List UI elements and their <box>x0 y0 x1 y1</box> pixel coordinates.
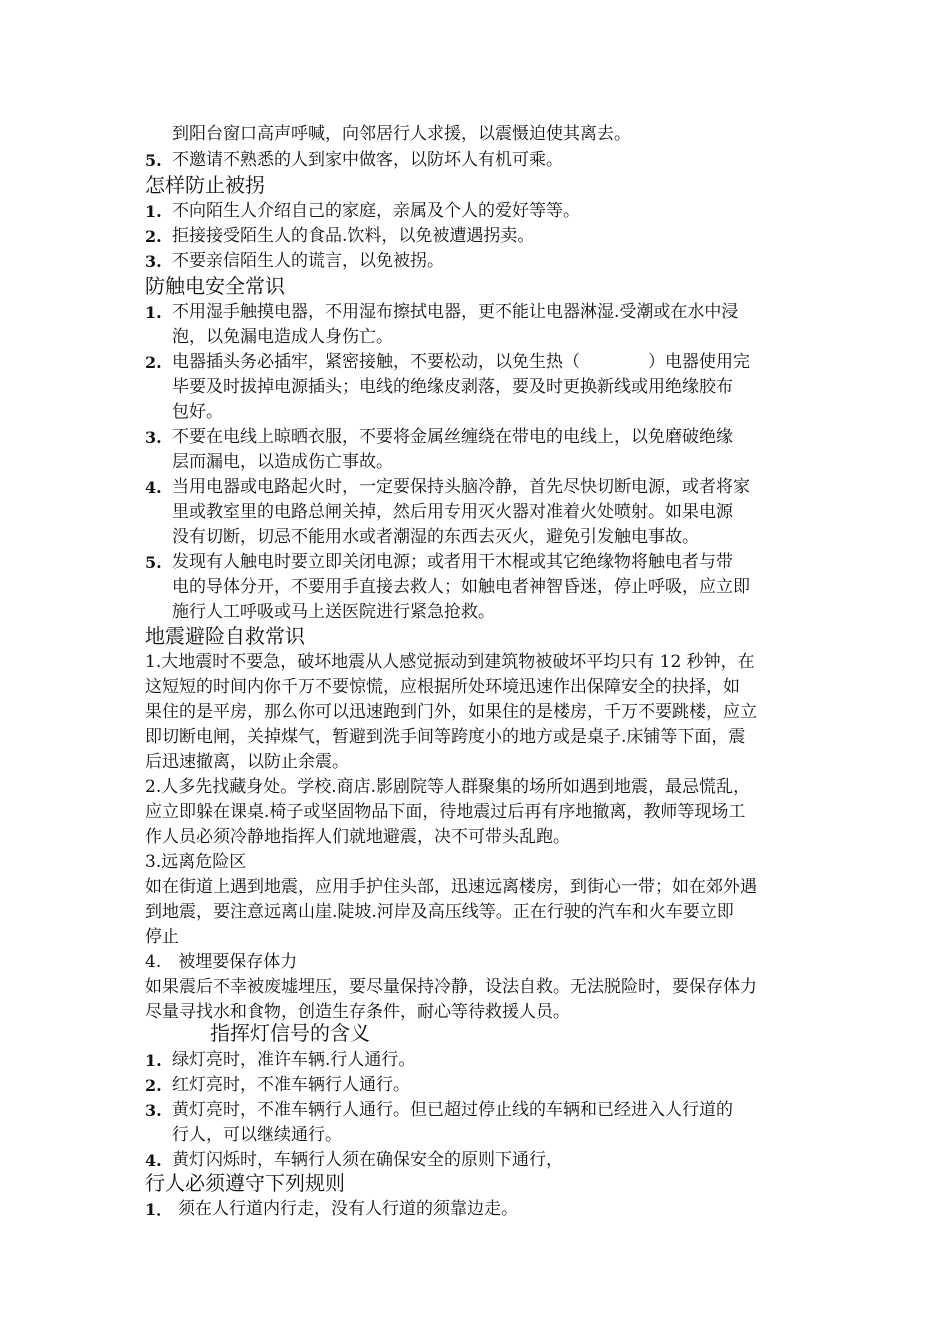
list-number: 1. <box>145 303 162 322</box>
section-heading-electric: 防触电安全常识 <box>145 274 285 298</box>
paragraph-line: 尽量寻找水和食物，创造生存条件，耐心等待救援人员。 <box>145 1002 570 1022</box>
paragraph-line: 作人员必须冷静地指挥人们就地避震，决不可带头乱跑。 <box>145 827 570 847</box>
section-heading-quake: 地震避险自救常识 <box>145 624 305 648</box>
list-item-text: 不邀请不熟悉的人到家中做客，以防坏人有机可乘。 <box>172 150 563 170</box>
subheading-line: 4. 被埋要保存体力 <box>145 952 298 972</box>
list-item-text: 黄灯闪烁时，车辆行人须在确保安全的原则下通行， <box>172 1150 563 1170</box>
list-number: 2. <box>145 353 162 372</box>
list-item-text: 施行人工呼吸或马上送医院进行紧急抢救。 <box>172 602 495 622</box>
list-item-text: 层而漏电，以造成伤亡事故。 <box>172 452 393 472</box>
list-item-text: 泡，以免漏电造成人身伤亡。 <box>172 327 393 347</box>
list-number: 4. <box>145 1151 162 1170</box>
list-item-text: 当用电器或电路起火时，一定要保持头脑冷静，首先尽快切断电源，或者将家 <box>172 477 750 497</box>
list-item-text: 发现有人触电时要立即关闭电源；或者用干木棍或其它绝缘物将触电者与带 <box>172 552 733 572</box>
list-item-text: 红灯亮时，不准车辆行人通行。 <box>172 1075 410 1095</box>
list-number: 2. <box>145 1076 162 1095</box>
list-number: 1. <box>145 1051 162 1070</box>
paragraph-line: 停止 <box>145 927 179 947</box>
subheading-line: 3.远离危险区 <box>145 852 247 872</box>
paragraph-line: 到地震，要注意远离山崖.陡坡.河岸及高压线等。正在行驶的汽车和火车要立即 <box>145 902 734 922</box>
list-item-text: 绿灯亮时，准许车辆.行人通行。 <box>172 1050 416 1070</box>
section-heading-pedestrian: 行人必须遵守下列规则 <box>145 1171 345 1195</box>
list-item-text: 不要在电线上晾晒衣服，不要将金属丝缠绕在带电的电线上，以免磨破绝缘 <box>172 427 733 447</box>
paragraph-line: 2.人多先找藏身处。学校.商店.影剧院等人群聚集的场所如遇到地震，最忌慌乱， <box>145 777 751 797</box>
list-item-text: 不向陌生人介绍自己的家庭，亲属及个人的爱好等等。 <box>172 201 580 221</box>
list-item-text: 包好。 <box>172 402 223 422</box>
list-item-text: 电的导体分开，不要用手直接去救人；如触电者神智昏迷，停止呼吸，应立即 <box>172 577 750 597</box>
list-item-text: 电器插头务必插牢，紧密接触，不要松动，以免生热（ ）电器使用完 <box>172 352 750 372</box>
list-number: 4. <box>145 478 162 497</box>
section-heading-signal: 指挥灯信号的含义 <box>210 1021 370 1045</box>
list-number: 2. <box>145 227 162 246</box>
paragraph-line: 这短短的时间内你千万不要惊慌，应根据所处环境迅速作出保障安全的抉择，如 <box>145 677 740 697</box>
list-number: 1. <box>145 202 162 221</box>
list-number: 3. <box>145 252 162 271</box>
paragraph-line: 应立即躲在课桌.椅子或坚固物品下面，待地震过后再有序地撤离，教师等现场工 <box>145 802 746 822</box>
list-number: 5. <box>145 151 162 170</box>
paragraph-line: 如果震后不幸被废墟埋压，要尽量保持冷静，设法自救。无法脱险时，要保存体力 <box>145 977 757 997</box>
list-item-text: 须在人行道内行走，没有人行道的须靠边走。 <box>178 1199 518 1219</box>
paragraph-line: 如在街道上遇到地震，应用手护住头部，迅速远离楼房，到街心一带；如在郊外遇 <box>145 877 757 897</box>
section-heading-kidnap: 怎样防止被拐 <box>145 173 265 197</box>
list-number: 3. <box>145 428 162 447</box>
list-item-text: 行人，可以继续通行。 <box>172 1125 342 1145</box>
paragraph-line: 后迅速撤离，以防止余震。 <box>145 752 349 772</box>
list-item-text: 黄灯亮时，不准车辆行人通行。但已超过停止线的车辆和已经进入人行道的 <box>172 1100 733 1120</box>
list-item-text: 里或教室里的电路总闸关掉，然后用专用灭火器对准着火处喷射。如果电源 <box>172 502 733 522</box>
paragraph-line: 果住的是平房，那么你可以迅速跑到门外，如果住的是楼房，千万不要跳楼，应立 <box>145 702 757 722</box>
paragraph-line: 即切断电闸，关掉煤气，暂避到洗手间等跨度小的地方或是桌子.床铺等下面，震 <box>145 727 746 747</box>
list-number: 3. <box>145 1101 162 1120</box>
list-number: 5. <box>145 553 162 572</box>
list-item-text: 拒接接受陌生人的食品.饮料，以免被遭遇拐卖。 <box>172 226 535 246</box>
list-item-text: 不要亲信陌生人的谎言，以免被拐。 <box>172 251 444 271</box>
list-item-text: 毕要及时拔掉电源插头；电线的绝缘皮剥落，要及时更换新线或用绝缘胶布 <box>172 377 733 397</box>
paragraph-line: 到阳台窗口高声呼喊，向邻居行人求援，以震慑迫使其离去。 <box>172 124 631 144</box>
paragraph-line: 1.大地震时不要急，破坏地震从人感觉振动到建筑物被破坏平均只有 12 秒钟，在 <box>145 652 755 672</box>
list-number: 1． <box>145 1200 173 1219</box>
list-item-text: 不用湿手触摸电器，不用湿布擦拭电器，更不能让电器淋湿.受潮或在水中浸 <box>172 302 739 322</box>
list-item-text: 没有切断，切忌不能用水或者潮湿的东西去灭火，避免引发触电事故。 <box>172 527 699 547</box>
